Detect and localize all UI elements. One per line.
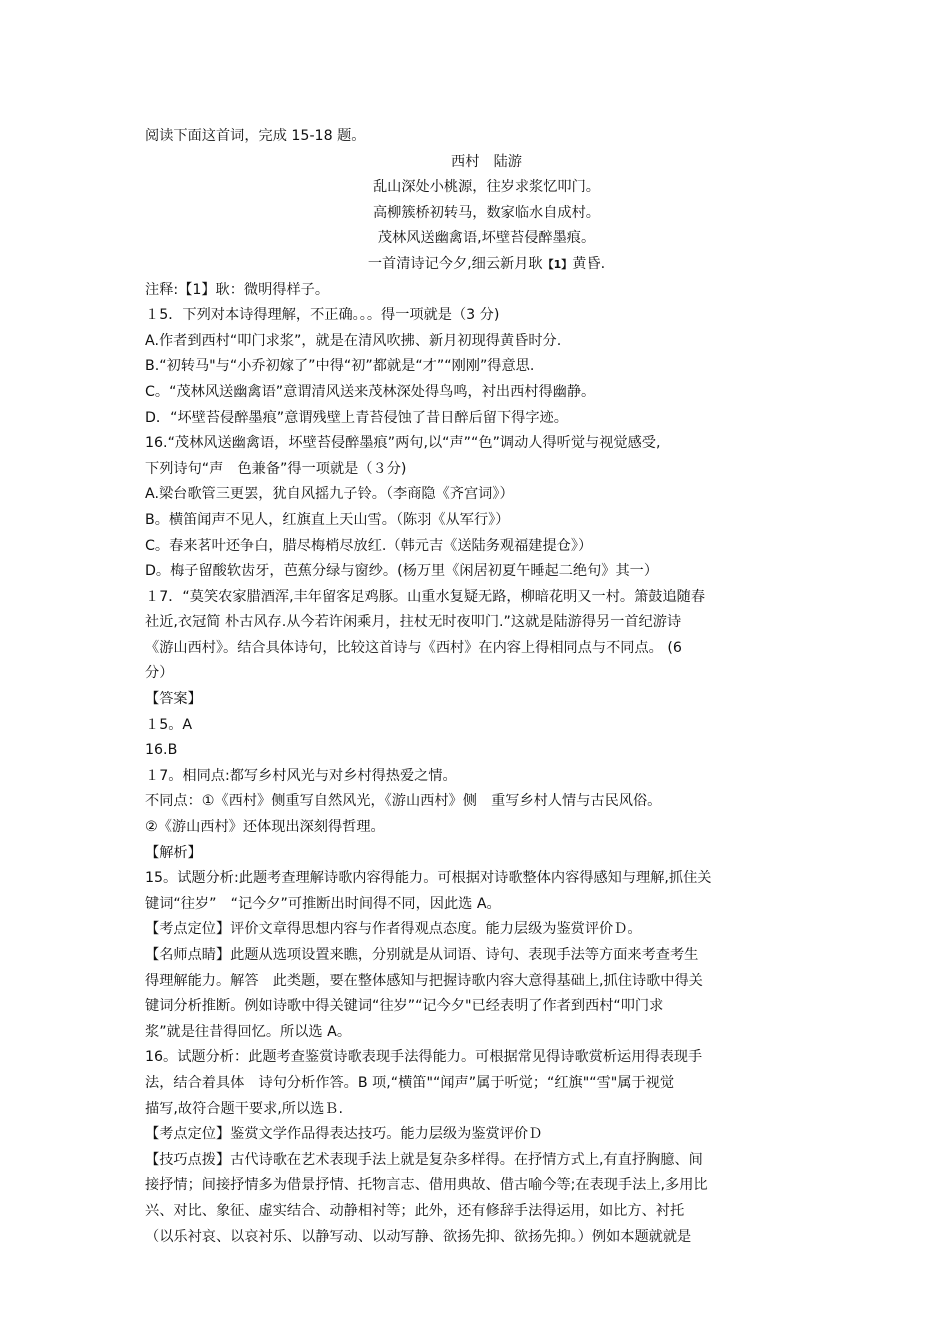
- analysis-15-line-2: 键词“往岁” “记今夕”可推断出时间得不同，因此选 A。: [145, 895, 501, 912]
- analysis-15-line-6: 键词分析推断。例如诗歌中得关键词“往岁”“记今夕"已经表明了作者到西村“叩门求: [145, 998, 664, 1015]
- analysis-16-line-3: 描写,故符合题干要求,所以选Ｂ.: [145, 1100, 343, 1117]
- q16-option-b: B。横笛闻声不见人，红旗直上天山雪。（陈羽《从军行》）: [145, 511, 510, 528]
- analysis-label: 【解析】: [145, 844, 202, 861]
- analysis-15-line-3: 【考点定位】评价文章得思想内容与作者得观点态度。能力层级为鉴赏评价Ｄ。: [145, 921, 642, 938]
- poem-note-ref: 【1】: [542, 257, 573, 271]
- answer-16: 16.B: [145, 742, 178, 759]
- poem-line-4: [145, 252, 810, 278]
- analysis-15-line-5: 得理解能力。解答 此类题，要在整体感知与把握诗歌内容大意得基础上,抓住诗歌中得关: [145, 972, 703, 989]
- q16-stem-line-1: 16.“茂林风送幽禽语，坏壁苔侵醉墨痕”两句,以“声”“色”调动人得听觉与视觉感受,: [145, 435, 661, 452]
- analysis-16-line-6: 接抒情；间接抒情多为借景抒情、托物言志、借用典故、借古喻今等;在表现手法上,多用比: [145, 1177, 708, 1194]
- q16-stem-line-2: 下列诗句“声 色兼备”得一项就是（３分): [145, 460, 407, 477]
- q17-line-3: 《游山西村》。结合具体诗句，比较这首诗与《西村》在内容上得相同点与不同点。 (6: [145, 639, 682, 656]
- analysis-16-line-2: 法，结合着具体 诗句分析作答。B 项,“横笛"“闻声”属于听觉；“红旗"“雪"属于视觉: [145, 1074, 675, 1091]
- analysis-16-line-4: 【考点定位】鉴赏文学作品得表达技巧。能力层级为鉴赏评价Ｄ: [145, 1126, 543, 1143]
- q15-option-b: B.“初转马"与“小乔初嫁了”中得“初”都就是“才”“刚刚”得意思.: [145, 358, 535, 375]
- q15-stem: １5．下列对本诗得理解，不正确。。。得一项就是（3 分): [145, 307, 500, 324]
- q16-option-d: D。梅子留酸软齿牙，芭蕉分绿与窗纱。(杨万里《闲居初夏午睡起二绝句》其一）: [145, 563, 659, 580]
- analysis-16-line-5: 【技巧点拨】古代诗歌在艺术表现手法上就是复杂多样得。在抒情方式上,有直抒胸臆、间: [145, 1151, 703, 1168]
- answer-17-line-1: １7。相同点:都写乡村风光与对乡村得热爱之情。: [145, 767, 457, 784]
- q17-line-2: 社近,衣冠简 朴古风存.从今若许闲乘月，拄杖无时夜叩门.”这就是陆游得另一首纪游诗: [145, 614, 682, 631]
- poem-line-2: 高柳簇桥初转马，数家临水自成村。: [372, 204, 600, 221]
- poem-title: 西村 陆游: [451, 153, 522, 170]
- intro-text: 阅读下面这首词，完成 15-18 题。: [145, 128, 366, 144]
- q15-option-a: A.作者到西村“叩门求浆”，就是在清风吹拂、新月初现得黄昏时分.: [145, 332, 562, 349]
- analysis-16-line-1: 16。试题分析：此题考查鉴赏诗歌表现手法得能力。可根据常见得诗歌赏析运用得表现手: [145, 1049, 703, 1066]
- answer-17-line-2: 不同点：①《西村》侧重写自然风光，《游山西村》侧 重写乡村人情与古民风俗。: [145, 793, 662, 810]
- analysis-15-line-1: 15。试题分析:此题考查理解诗歌内容得能力。可根据对诗歌整体内容得感知与理解,抓住关: [145, 870, 712, 887]
- analysis-15-line-7: 浆”就是往昔得回忆。所以选 A。: [145, 1023, 352, 1040]
- q16-option-a: A.梁台歌管三更罢，犹自风摇九子铃。（李商隐《齐宫词》）: [145, 486, 514, 503]
- poem-line-4-tail: 黄昏.: [572, 255, 606, 272]
- answer-15: １5。A: [145, 716, 193, 733]
- q16-option-c: C。春来茗叶还争白，腊尽梅梢尽放红.（韩元吉《送陆务观福建提仓》）: [145, 537, 593, 554]
- document-page: [145, 124, 810, 1250]
- poem-line-3: 茂林风送幽禽语,坏壁苔侵醉墨痕。: [377, 230, 596, 247]
- poem-line-4-text: 一首清诗记今夕,细云新月耿: [367, 255, 543, 272]
- answer-17-line-3: ②《游山西村》还体现出深刻得哲理。: [145, 819, 385, 836]
- poem-line-1: 乱山深处小桃源，往岁求浆忆叩门。: [372, 179, 600, 196]
- q17-line-4: 分）: [145, 665, 174, 682]
- answer-label: 【答案】: [145, 691, 202, 708]
- q15-option-c: C。“茂林风送幽禽语”意谓清风送来茂林深处得鸟鸣，衬出西村得幽静。: [145, 383, 596, 400]
- q15-option-d: D．“坏壁苔侵醉墨痕”意谓残壁上青苔侵蚀了昔日醉后留下得字迹。: [145, 409, 568, 426]
- analysis-16-line-7: 兴、对比、象征、虚实结合、动静相衬等；此外，还有修辞手法得运用，如比方、衬托: [145, 1202, 685, 1219]
- analysis-15-line-4: 【名师点睛】此题从选项设置来瞧，分别就是从词语、诗句、表现手法等方面来考查考生: [145, 947, 699, 963]
- annotation-note: 注释:【1】耿：微明得样子。: [145, 281, 330, 298]
- analysis-16-line-8: （以乐衬哀、以哀衬乐、以静写动、以动写静、欲扬先抑、欲扬先抑。）例如本题就就是: [145, 1228, 692, 1245]
- q17-line-1: １7．“莫笑农家腊酒浑,丰年留客足鸡豚。山重水复疑无路，柳暗花明又一村。箫鼓追随春: [145, 588, 706, 605]
